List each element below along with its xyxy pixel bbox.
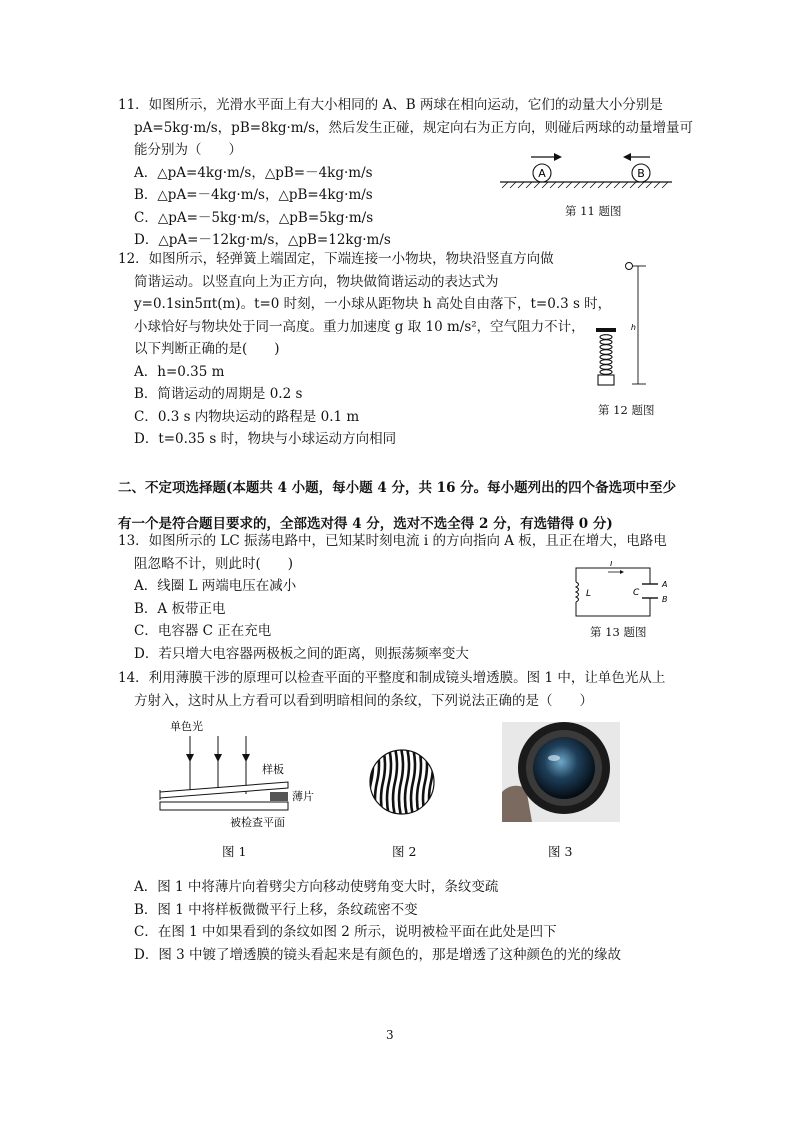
q14-options [118,876,621,966]
q11-arrowhead-right [554,153,562,161]
q14-fig1-test-surface [160,802,288,810]
q13-option-d: D．若只增大电容器两极板之间的距离，则振荡频率变大 [134,645,469,662]
q13-stem-line-2: 阻忽略不计，则此时( ) [134,555,294,572]
q12-option-d: D．t=0.35 s 时，物块与小球运动方向相同 [134,431,397,447]
q11-arrowhead-left [623,153,631,161]
q12-stem-line-5: 以下判断正确的是( ) [134,341,280,357]
q12-stem-line-2: 简谐运动。以竖直向上为正方向，物块做简谐运动的表达式为 [134,273,499,290]
q14-fig2-caption: 图 2 [392,844,417,859]
q14-fig1-light-rays [190,736,246,794]
q14-fig1-plate-label: 样板 [262,763,284,776]
q14-option-b: B．图 1 中将样板微微平行上移，条纹疏密不变 [134,901,418,918]
q11-option-a: A．△pA=4kg·m/s，△pB=－4kg·m/s [134,164,373,181]
section-2-line-1: 二、不定项选择题(本题共 4 小题，每小题 4 分，共 16 分。每小题列出的四个备选项中至少 [118,480,677,496]
q12-stem-line-4: 小球恰好与物块处于同一高度。重力加速度 g 取 10 m/s²，空气阻力不计， [134,318,585,335]
q12-stem-line-3: y=0.1sin5πt(m)。t=0 时刻，一小球从距物块 h 高处自由落下，t=0.3 s 时， [134,296,612,312]
q12-option-c: C．0.3 s 内物块运动的路程是 0.1 m [134,408,360,425]
q13-current-arrowhead [620,570,624,574]
q14-fig1-sheet-label: 薄片 [292,790,314,803]
q13-figure-caption: 第 13 题图 [590,625,647,639]
q14-fig1-surface-label: 被检查平面 [230,816,285,829]
q14-option-d: D．图 3 中镀了增透膜的镜头看起来是有颜色的，那是增透了这种颜色的光的缘故 [134,946,621,963]
q13-option-c: C．电容器 C 正在充电 [134,623,272,639]
q13-l-label: L [586,589,592,599]
q12-spring [600,335,612,375]
q12-spring-support [596,328,616,332]
q11-option-c: C．△pA=－5kg·m/s，△pB=5kg·m/s [134,209,374,226]
q13-figure [560,560,680,622]
q13-a-label: A [662,580,668,589]
q14-fig1-caption: 图 1 [222,844,247,859]
q13-option-b: B．A 板带正电 [134,600,226,617]
q11-stem-line-3: 能分别为（ ） [134,142,242,158]
q14-stem-line-2: 方射入，这时从上方看可以看到明暗相间的条纹，下列说法正确的是（ ） [134,692,593,709]
q12-figure [592,258,652,390]
q14-fig2-interference-fringes [368,748,436,816]
q12-stem-line-1: 12．如图所示，轻弹簧上端固定，下端连接一小物块，物块沿竖直方向做 [118,251,554,267]
q12-block [598,375,614,385]
q13-inductor [576,582,579,602]
q14-fig1-ray-arrowheads [186,754,250,762]
q14-option-c: C．在图 1 中如果看到的条纹如图 2 所示，说明被检平面在此处是凹下 [134,924,557,940]
q11-stem-line-1: 11．如图所示，光滑水平面上有大小相同的 A、B 两球在相向运动，它们的动量大小分别是 [118,97,663,113]
q12-figure-caption: 第 12 题图 [598,403,655,417]
q13-wire-top [576,568,650,584]
q12-h-label: h [630,323,636,332]
q14-figure-1 [150,718,330,830]
page-number: 3 [386,1028,394,1042]
q13-i-label: i [610,560,613,569]
q14-fig1-sample-plate [160,782,288,798]
q11-ball-b-label: B [637,167,645,180]
q14-fig1-thin-sheet [270,792,288,801]
section-2-line-2: 有一个是符合题目要求的，全部选对得 4 分，选对不选全得 2 分，有选错得 0 分) [118,516,613,532]
q11-option-b: B．△pA=－4kg·m/s，△pB=4kg·m/s [134,187,373,203]
question-12 [118,248,611,451]
q14-fig1-light-label: 单色光 [170,720,203,733]
q13-b-label: B [662,595,668,604]
q11-figure-caption: 第 11 题图 [565,204,622,218]
q11-stem-line-2: pA=5kg·m/s，pB=8kg·m/s，然后发生正碰，规定向右为正方向，则碰后两球的动量增量可 [134,119,694,136]
q11-ground-hatch [502,182,668,188]
question-14 [118,667,665,712]
q12-option-b: B．简谐运动的周期是 0.2 s [134,386,303,402]
q11-option-d: D．△pA=－12kg·m/s，△pB=12kg·m/s [134,232,391,248]
q11-figure [496,148,676,196]
q14-fig3-caption: 图 3 [548,844,573,859]
q14-fig3-reflection [548,755,560,761]
q11-ball-a-label: A [538,167,546,180]
q13-wire-bottom [576,598,650,616]
q12-option-a: A．h=0.35 m [134,363,225,380]
q12-ball [626,263,633,270]
q14-figure-3 [502,722,620,822]
q13-stem-line-1: 13．如图所示的 LC 振荡电路中，已知某时刻电流 i 的方向指向 A 板，且正在增大，电路电 [118,533,667,549]
q13-c-label: C [633,588,640,598]
q13-option-a: A．线圈 L 两端电压在减小 [134,578,297,594]
q14-fig3-coated-lens [533,737,595,799]
q14-figure-2 [368,748,436,816]
q14-option-a: A．图 1 中将薄片向着劈尖方向移动使劈角变大时，条纹变疏 [134,879,499,895]
q14-stem-line-1: 14．利用薄膜干涉的原理可以检查平面的平整度和制成镜头增透膜。图 1 中，让单色光从上 [118,670,666,686]
